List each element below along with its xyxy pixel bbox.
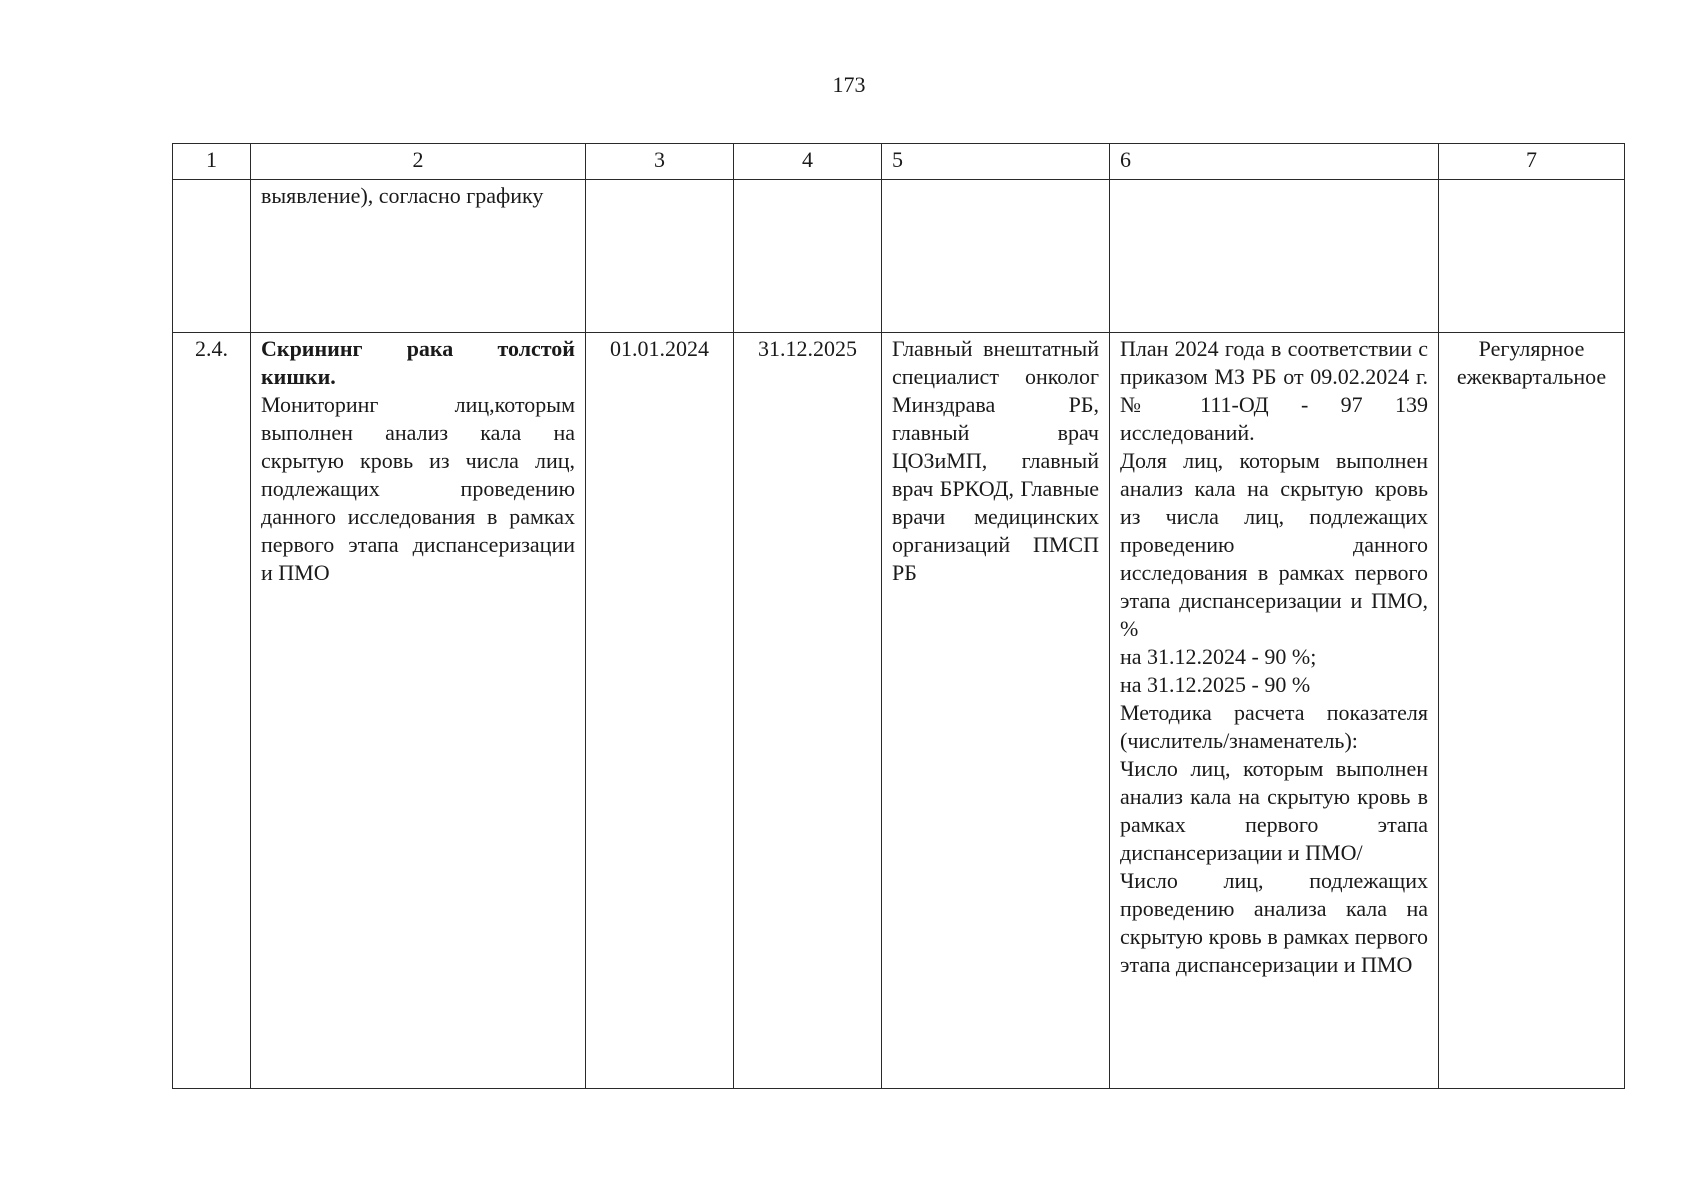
cell-empty bbox=[173, 180, 251, 333]
cell-empty bbox=[586, 180, 734, 333]
indicator-target-2024: на 31.12.2024 - 90 %; bbox=[1120, 644, 1317, 669]
header-cell-7: 7 bbox=[1439, 144, 1625, 180]
start-date: 01.01.2024 bbox=[586, 333, 734, 1089]
row-number: 2.4. bbox=[173, 333, 251, 1089]
table-row-continuation bbox=[173, 180, 1625, 333]
table-row-2-4 bbox=[173, 333, 1625, 1089]
indicator-numerator: Число лиц, которым выполнен анализ кала на скрытую кровь в рамках первого этапа диспансеризации и ПМО/ bbox=[1120, 756, 1428, 865]
continuation-text: выявление), согласно графику bbox=[251, 180, 586, 333]
indicator-plan: План 2024 года в соответствии с приказом МЗ РБ от 09.02.2024 г. № 111-ОД - 97 139 исследований. bbox=[1120, 336, 1428, 445]
header-cell-6: 6 bbox=[1110, 144, 1439, 180]
header-cell-3: 3 bbox=[586, 144, 734, 180]
measure-cell bbox=[251, 333, 586, 1089]
end-date: 31.12.2025 bbox=[734, 333, 882, 1089]
cell-empty bbox=[882, 180, 1110, 333]
measure-description: Мониторинг лиц,которым выполнен анализ кала на скрытую кровь из числа лиц, подлежащих проведению данного исследования в рамках первого этапа диспансеризации и ПМО bbox=[261, 392, 575, 585]
indicator-denominator: Число лиц, подлежащих проведению анализа кала на скрытую кровь в рамках первого этапа диспансеризации и ПМО bbox=[1120, 868, 1428, 977]
page-number: 173 bbox=[832, 72, 866, 97]
header-cell-5: 5 bbox=[882, 144, 1110, 180]
indicator-method: Методика расчета показателя (числитель/знаменатель): bbox=[1120, 700, 1428, 753]
cell-empty bbox=[734, 180, 882, 333]
indicator-share: Доля лиц, которым выполнен анализ кала на скрытую кровь из числа лиц, подлежащих проведению данного исследования в рамках первого этапа диспансеризации и ПМО, % bbox=[1120, 448, 1428, 641]
header-cell-2: 2 bbox=[251, 144, 586, 180]
periodicity: Регулярное ежеквартальное bbox=[1439, 333, 1625, 1089]
cell-empty bbox=[1110, 180, 1439, 333]
indicator-cell bbox=[1110, 333, 1439, 1089]
header-cell-4: 4 bbox=[734, 144, 882, 180]
measure-title: Скрининг рака толстой кишки. bbox=[261, 336, 575, 389]
document-table bbox=[172, 143, 1625, 1089]
cell-empty bbox=[1439, 180, 1625, 333]
header-cell-1: 1 bbox=[173, 144, 251, 180]
responsible-persons: Главный внештатный специалист онколог Минздрава РБ, главный врач ЦОЗиМП, главный врач БРКОД, Главные врачи медицинских организаций ПМСП РБ bbox=[882, 333, 1110, 1089]
indicator-target-2025: на 31.12.2025 - 90 % bbox=[1120, 672, 1311, 697]
table-header-row bbox=[173, 144, 1625, 180]
